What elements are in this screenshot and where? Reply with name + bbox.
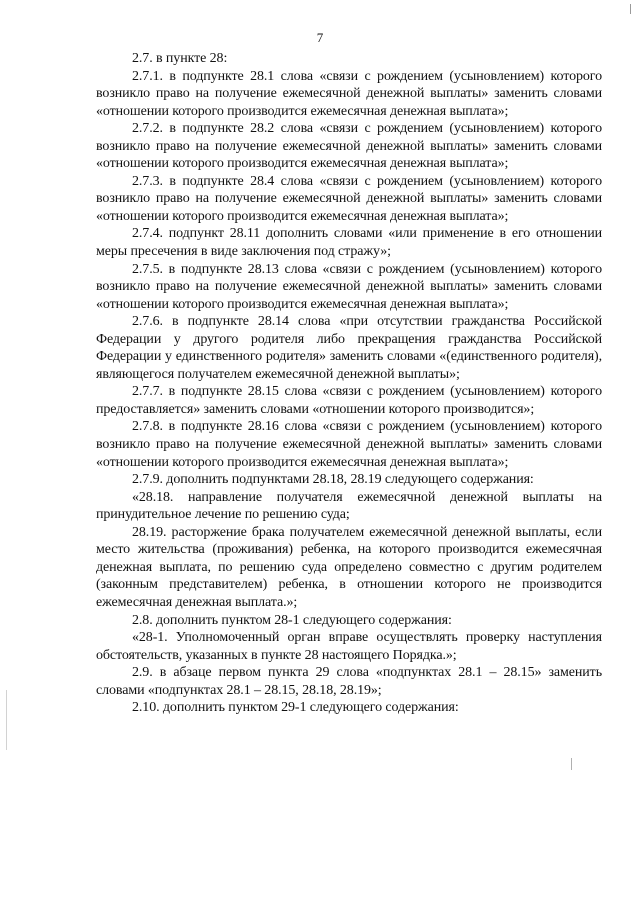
paragraph-2-7-5: 2.7.5. в подпункте 28.13 слова «связи с рождением (усыновлением) которого возникло право на получение ежемесячной денежной выплаты» заменить словами «отношении которого производится ежемесячная денежная выплата»;	[96, 261, 602, 312]
scan-edge-mark-left	[6, 690, 7, 750]
paragraph-2-7-9: 2.7.9. дополнить подпунктами 28.18, 28.19 следующего содержания:	[132, 472, 534, 488]
scan-mark-bottom-right	[571, 758, 572, 770]
document-body	[96, 50, 602, 717]
paragraph-2-7-4: 2.7.4. подпункт 28.11 дополнить словами «или применение в его отношении меры пресечения в виде заключения под стражу»;	[96, 226, 602, 260]
paragraph-2-8: 2.8. дополнить пунктом 28-1 следующего содержания:	[132, 612, 452, 628]
paragraph-2-7-6: 2.7.6. в подпункте 28.14 слова «при отсутствии гражданства Российской Федерации у другого родителя либо прекращения гражданства Российской Федерации у единственного родителя» заменить словами «(единственного родителя), являющегося получателем ежемесячной денежной выплаты»;	[96, 314, 602, 382]
paragraph-2-7: 2.7. в пункте 28:	[132, 51, 228, 66]
paragraph-28-19: 28.19. расторжение брака получателем ежемесячной денежной выплаты, если место жительства (проживания) ребенка, на которого производится ежемесячная денежная выплата, по решению суда определено совместно с другим родителем (законным представителем) ребенка, в отношении которого не производится ежемесячная денежная выплата.»;	[96, 524, 602, 610]
paragraph-28-18: «28.18. направление получателя ежемесячной денежной выплаты на принудительное лечение по решению суда;	[96, 489, 602, 523]
paragraph-2-10: 2.10. дополнить пунктом 29-1 следующего содержания:	[132, 700, 459, 716]
paragraph-2-7-3: 2.7.3. в подпункте 28.4 слова «связи с рождением (усыновлением) которого возникло право на получение ежемесячной денежной выплаты» заменить словами «отношении которого производится ежемесячная денежная выплата»;	[96, 173, 602, 224]
paragraph-2-7-8: 2.7.8. в подпункте 28.16 слова «связи с рождением (усыновлением) которого возникло право на получение ежемесячной денежной выплаты» заменить словами «отношении которого производится ежемесячная денежная выплата»;	[96, 419, 602, 470]
paragraph-2-7-1: 2.7.1. в подпункте 28.1 слова «связи с рождением (усыновлением) которого возникло право на получение ежемесячной денежной выплаты» заменить словами «отношении которого производится ежемесячная денежная выплата»;	[96, 68, 602, 119]
paragraph-2-7-2: 2.7.2. в подпункте 28.2 слова «связи с рождением (усыновлением) которого возникло право на получение ежемесячной денежной выплаты» заменить словами «отношении которого производится ежемесячная денежная выплата»;	[96, 121, 602, 172]
paragraph-2-9: 2.9. в абзаце первом пункта 29 слова «подпунктах 28.1 – 28.15» заменить словами «подпунктах 28.1 – 28.15, 28.18, 28.19»;	[96, 665, 602, 698]
scan-edge-mark-top-right	[630, 4, 631, 14]
paragraph-2-7-7: 2.7.7. в подпункте 28.15 слова «связи с рождением (усыновлением) которого предоставляется» заменить словами «отношении которого производится»;	[96, 384, 602, 417]
paragraph-28-1: «28-1. Уполномоченный орган вправе осуществлять проверку наступления обстоятельств, указанных в пункте 28 настоящего Порядка.»;	[96, 630, 602, 663]
page-number: 7	[316, 30, 324, 45]
